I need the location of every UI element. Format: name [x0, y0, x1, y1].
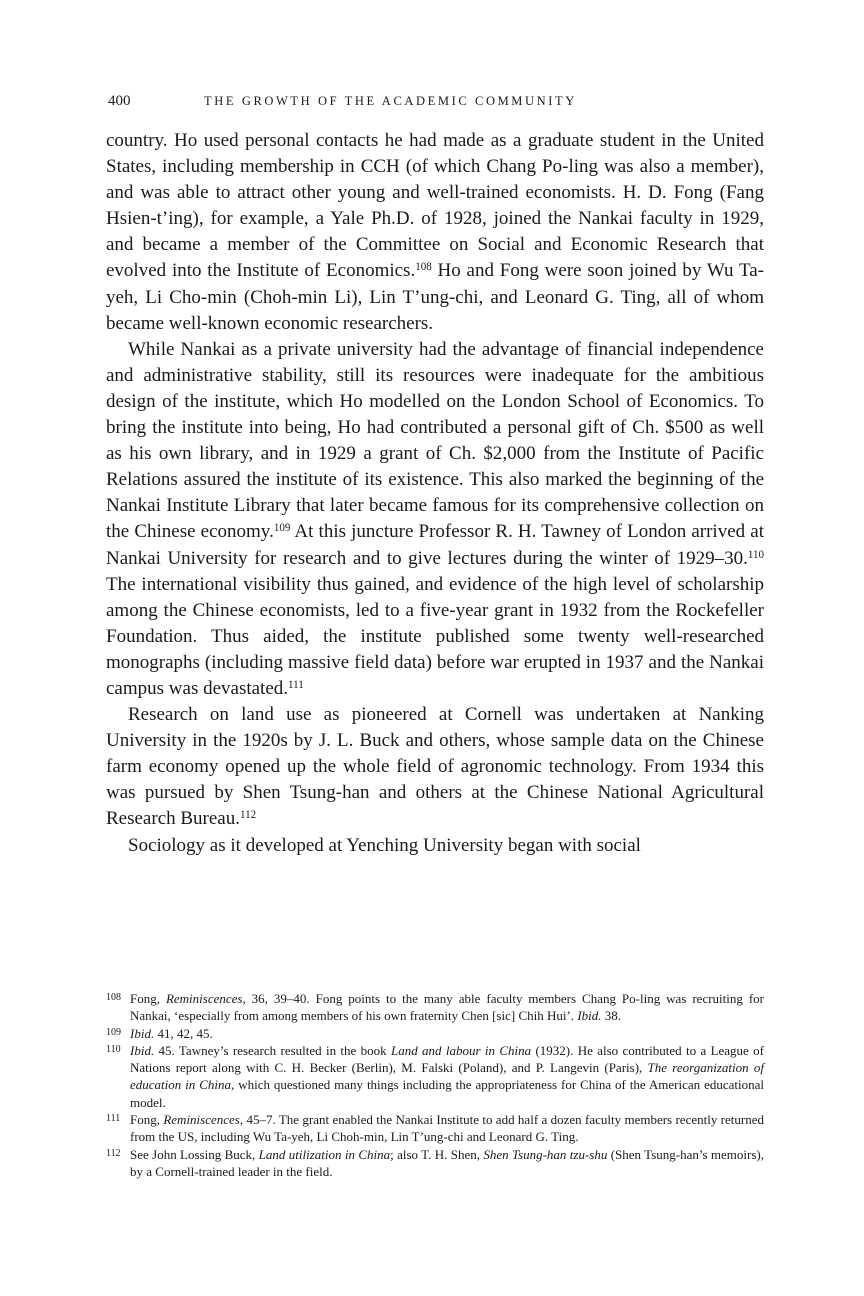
paragraph — [106, 833, 764, 859]
text-run: 41, 42, 45. — [154, 1025, 213, 1041]
text-run: Sociology as it developed at Yenching University began with social — [128, 834, 641, 856]
text-run: , 45–7. The grant enabled the Nankai Institute to add half a dozen faculty members recently returned from the US, including Wu Ta-yeh, Li Choh-min, Lin T’ung-chi and Leonard G. Ting. — [130, 1112, 764, 1145]
footnote — [106, 990, 764, 1025]
text-run: At this juncture Professor R. H. Tawney of London arrived at Nankai University for research and to give lectures during the winter of 1929–30. — [106, 521, 764, 569]
paragraph — [106, 702, 764, 832]
footnote-reference: 112 — [240, 809, 257, 822]
italic-text: The reorganization of education in China — [130, 1060, 764, 1093]
text-run: Ho and Fong were soon joined by Wu Ta-yeh, Li Cho-min (Choh-min Li), Lin T’ung-chi, and Leonard G. Ting, all of whom became well-known economic researchers. — [106, 260, 765, 334]
footnote — [106, 1025, 764, 1042]
footnote-reference: 108 — [415, 261, 432, 274]
footnote-number: 108 — [106, 992, 121, 1003]
italic-text: Ibid. — [577, 1008, 602, 1024]
paragraph — [106, 337, 764, 702]
body-text — [106, 128, 764, 859]
text-run: 45. Tawney’s research resulted in the book — [154, 1042, 391, 1058]
text-run: , 36, 39–40. Fong points to the many able faculty members Chang Po-ling was recruiting for Nankai, ‘especially from among members of his own fraternity Chen [sic] Chih Hui’. — [130, 991, 764, 1024]
footnote-number: 111 — [106, 1113, 121, 1125]
text-run: (Shen Tsung-han’s memoirs), by a Cornell-trained leader in the field. — [130, 1146, 764, 1179]
text-run: See John Lossing Buck, — [130, 1146, 259, 1162]
italic-text: Reminiscences — [163, 1112, 240, 1128]
text-run: 38. — [601, 1008, 622, 1024]
page-header — [108, 93, 763, 115]
text-run: (1932). He also contributed to a League of Nations report along with C. H. Becker (Berlin), M. Falski (Poland), and P. Langevin (Paris), — [130, 1042, 764, 1076]
footnotes — [106, 990, 764, 1180]
italic-text: Reminiscences — [165, 991, 243, 1006]
italic-text: Ibid. — [130, 1025, 155, 1041]
footnote-reference: 111 — [288, 678, 304, 691]
text-run: Fong, — [130, 1112, 164, 1128]
text-run: The international visibility thus gained, and evidence of the high level of scholarship among the Chinese economists, led to a five-year grant in 1932 from the Rockefeller Foundation. Thus aided, the institute published some twenty well-researched monographs (including massive field data) before war erupted in 1937 and the Nankai campus was devastated. — [106, 573, 764, 699]
text-run: ; also T. H. Shen, — [390, 1146, 484, 1162]
paragraph — [106, 128, 764, 337]
footnote-number: 109 — [106, 1026, 121, 1038]
footnote-number: 112 — [106, 1147, 121, 1159]
footnote-reference: 110 — [747, 548, 764, 561]
text-run: Research on land use as pioneered at Cornell was undertaken at Nanking University in the 1920s by J. L. Buck and others, whose sample data on the Chinese farm economy opened up the whole field of agronomic technology. From 1934 this was pursued by Shen Tsung-han and others at the Chinese National Agricultural Research Bureau. — [106, 704, 764, 830]
italic-text: Land utilization in China — [258, 1146, 391, 1162]
page-number: 400 — [108, 93, 131, 109]
text-run: , which questioned many things including the appropriateness for China of the American educational model. — [130, 1077, 764, 1110]
text-run: country. Ho used personal contacts he had made as a graduate student in the United States, including membership in CCH (of which Chang Po-ling was also a member), and was able to attract other young and well-trained economists. H. D. Fong (Fang Hsien-t’ing), for example, a Yale Ph.D. of 1928, joined the Nankai faculty in 1929, and became a member of the Committee on Social and Economic Research that evolved into the Institute of Economics. — [106, 130, 764, 282]
text-run: While Nankai as a private university had the advantage of financial independence and administrative stability, still its resources were inadequate for the ambitious design of the institute, which Ho modelled on the London School of Economics. To bring the institute into being, Ho had contributed a personal gift of Ch. $500 as well as his own library, and in 1929 a grant of Ch. $2,000 from the Institute of Pacific Relations assured the institute of its existence. This also marked the beginning of the Nankai Institute Library that later became famous for its comprehensive collection on the Chinese economy. — [106, 338, 764, 543]
footnote — [106, 1146, 764, 1181]
footnote-number: 110 — [106, 1043, 121, 1055]
footnote-reference: 109 — [273, 522, 291, 535]
footnote — [106, 1111, 764, 1146]
italic-text: Land and labour in China — [390, 1042, 532, 1058]
running-head: THE GROWTH OF THE ACADEMIC COMMUNITY — [204, 94, 577, 108]
italic-text: Shen Tsung-han tzu-shu — [483, 1146, 608, 1162]
text-run: Fong, — [130, 991, 166, 1006]
italic-text: Ibid. — [130, 1042, 155, 1058]
footnote — [106, 1042, 764, 1111]
